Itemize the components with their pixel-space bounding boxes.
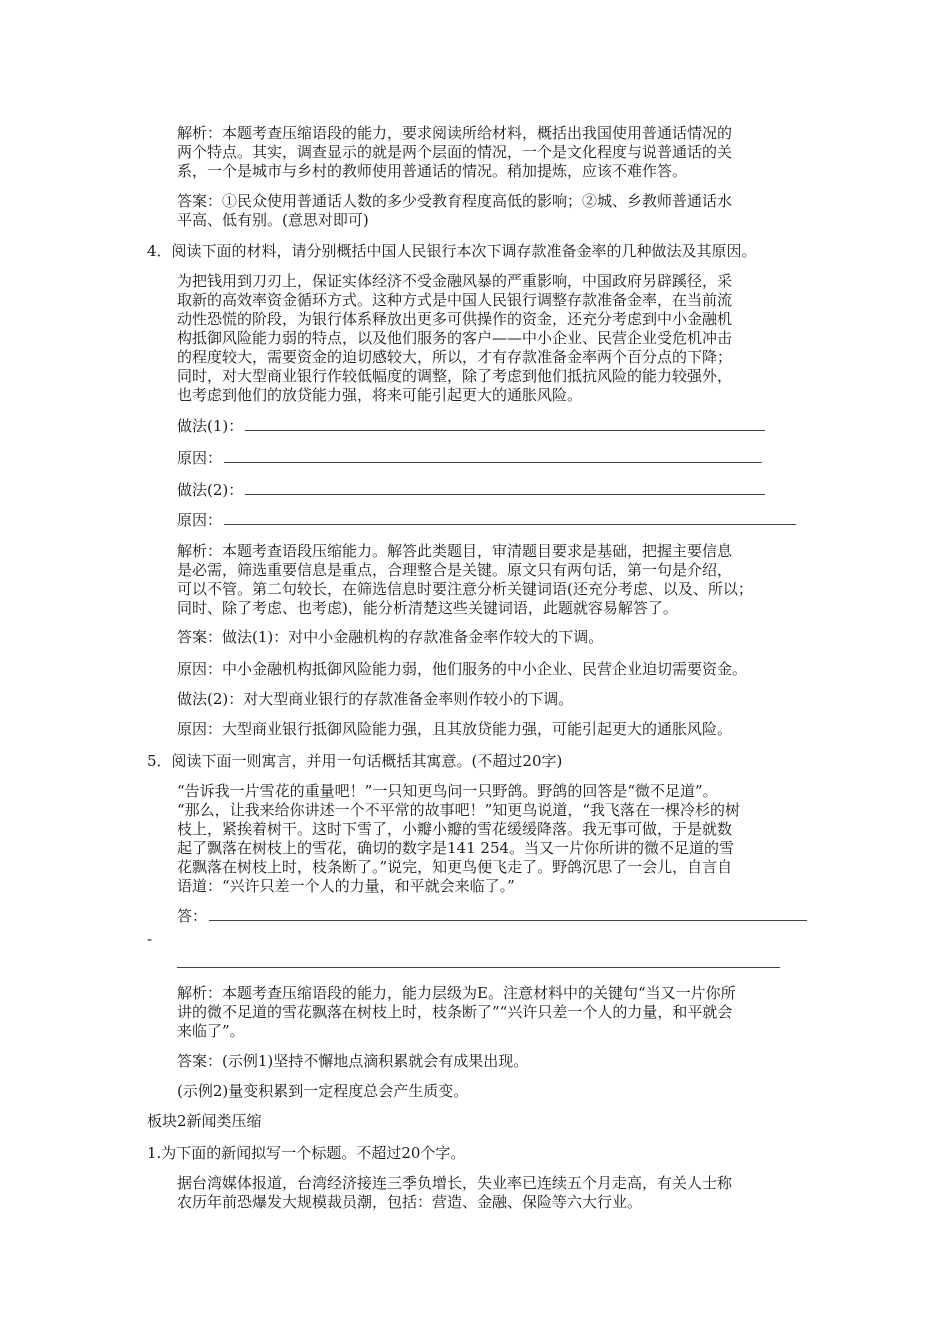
q4-method2-fill — [177, 480, 765, 500]
q4-reason1-fill — [177, 448, 762, 468]
q4-method1-line[interactable] — [245, 416, 765, 431]
q5-passage: “告诉我一片雪花的重量吧！”一只知更鸟问一只野鸽。野鸽的回答是“微不足道”。 “那么，让我来给你讲述一个不平常的故事吧！”知更鸟说道，“我飞落在一棵冷杉的树 枝上，紧挨着树干。这时下雪了，小瓣小瓣的雪花缓缓降落。我无事可做，于是就数 起了飘落在树枝上的雪花，确切的数字是141 254。当又一片你所讲的微不足道的雪 花飘落在树枝上时，枝条断了。”说完，知更鸟便飞走了。野鸽沉思了一会儿，自言自 语道：“兴许只差一个人的力量，和平就会来临了。” — [177, 782, 741, 895]
section2-question: 1.为下面的新闻拟写一个标题。不超过20个字。 — [147, 1144, 466, 1162]
q4-method2-label: 做法(2)： — [177, 481, 244, 499]
q5-answer-line[interactable] — [209, 906, 807, 921]
q4-answer-4: 原因：大型商业银行抵御风险能力强，且其放贷能力强，可能引起更大的通胀风险。 — [177, 720, 733, 738]
section2-passage: 据台湾媒体报道，台湾经济接连三季负增长，失业率已连续五个月走高，有关人士称 农历年前恐爆发大规模裁员潮，包括：营造、金融、保险等六大行业。 — [177, 1174, 733, 1211]
q4-answer-2: 原因：中小金融机构抵御风险能力弱，他们服务的中小企业、民营企业迫切需要资金。 — [177, 660, 748, 678]
q5-answer-fill — [177, 906, 807, 926]
q4-method2-line[interactable] — [245, 480, 765, 495]
q4-passage: 为把钱用到刀刃上，保证实体经济不受金融风暴的严重影响，中国政府另辟蹊径，采 取新的高效率资金循环方式。这种方式是中国人民银行调整存款准备金率，在当前流 动性恐慌的阶段，为银行体系释放出更多可供操作的资金，还充分考虑到中小金融机 构抵御风险能力弱的特点，以及他们服务的客户——中小企业、民营企业受危机冲击 的程度较大，需要资金的迫切感较大，所以，才有存款准备金率两个百分点的下降； 同时，对大型商业银行作较低幅度的调整，除了考虑到他们抵抗风险的能力较强外， 也考虑到他们的放贷能力强，将来可能引起更大的通胀风险。 — [177, 272, 733, 404]
q5-answer-line-2[interactable] — [177, 967, 780, 968]
section2-title: 板块2新闻类压缩 — [147, 1112, 262, 1130]
q5-dash: - — [147, 930, 153, 948]
q4-reason1-line[interactable] — [224, 448, 762, 463]
q5-answer-2: (示例2)量变积累到一定程度总会产生质变。 — [177, 1082, 469, 1100]
q5-answer-1: 答案：(示例1)坚持不懈地点滴积累就会有成果出现。 — [177, 1052, 529, 1070]
q4-method1-label: 做法(1)： — [177, 417, 244, 435]
q4-analysis: 解析：本题考查语段压缩能力。解答此类题目，审清题目要求是基础，把握主要信息 是必需，筛选重要信息是重点，合理整合是关键。原文只有两句话，第一句是介绍， 可以不管。第二句较长，在筛选信息时要注意分析关键词语(还充分考虑、以及、所以； 同时、除了考虑、也考虑)，能分析清楚这些关键词语，此题就容易解答了。 — [177, 542, 753, 617]
q4-reason1-label: 原因： — [177, 449, 223, 467]
q4-method1-fill — [177, 416, 765, 436]
q5-question: 5．阅读下面一则寓言，并用一句话概括其寓意。(不超过20字) — [147, 752, 563, 770]
q4-reason2-label: 原因： — [177, 511, 223, 529]
q5-analysis: 解析：本题考查压缩语段的能力，能力层级为E。注意材料中的关键句“当又一片你所 讲的微不足道的雪花飘落在树枝上时，枝条断了”“兴许只差一个人的力量，和平就会 来临了”。 — [177, 984, 736, 1040]
q4-question: 4．阅读下面的材料，请分别概括中国人民银行本次下调存款准备金率的几种做法及其原因。 — [147, 242, 757, 260]
q3-analysis: 解析：本题考查压缩语段的能力，要求阅读所给材料，概括出我国使用普通话情况的 两个特点。其实，调查显示的就是两个层面的情况，一个是文化程度与说普通话的关 系，一个是城市与乡村的教师使用普通话的情况。稍加提炼，应该不难作答。 — [177, 124, 733, 180]
q3-answer: 答案：①民众使用普通话人数的多少受教育程度高低的影响；②城、乡教师普通话水 平高、低有别。(意思对即可) — [177, 192, 733, 229]
q4-answer-3: 做法(2)：对大型商业银行的存款准备金率则作较小的下调。 — [177, 690, 574, 708]
q4-answer-1: 答案：做法(1)：对中小金融机构的存款准备金率作较大的下调。 — [177, 628, 604, 646]
q5-answer-label: 答： — [177, 907, 208, 925]
q4-reason2-line[interactable] — [224, 510, 796, 525]
q4-reason2-fill — [177, 510, 796, 530]
